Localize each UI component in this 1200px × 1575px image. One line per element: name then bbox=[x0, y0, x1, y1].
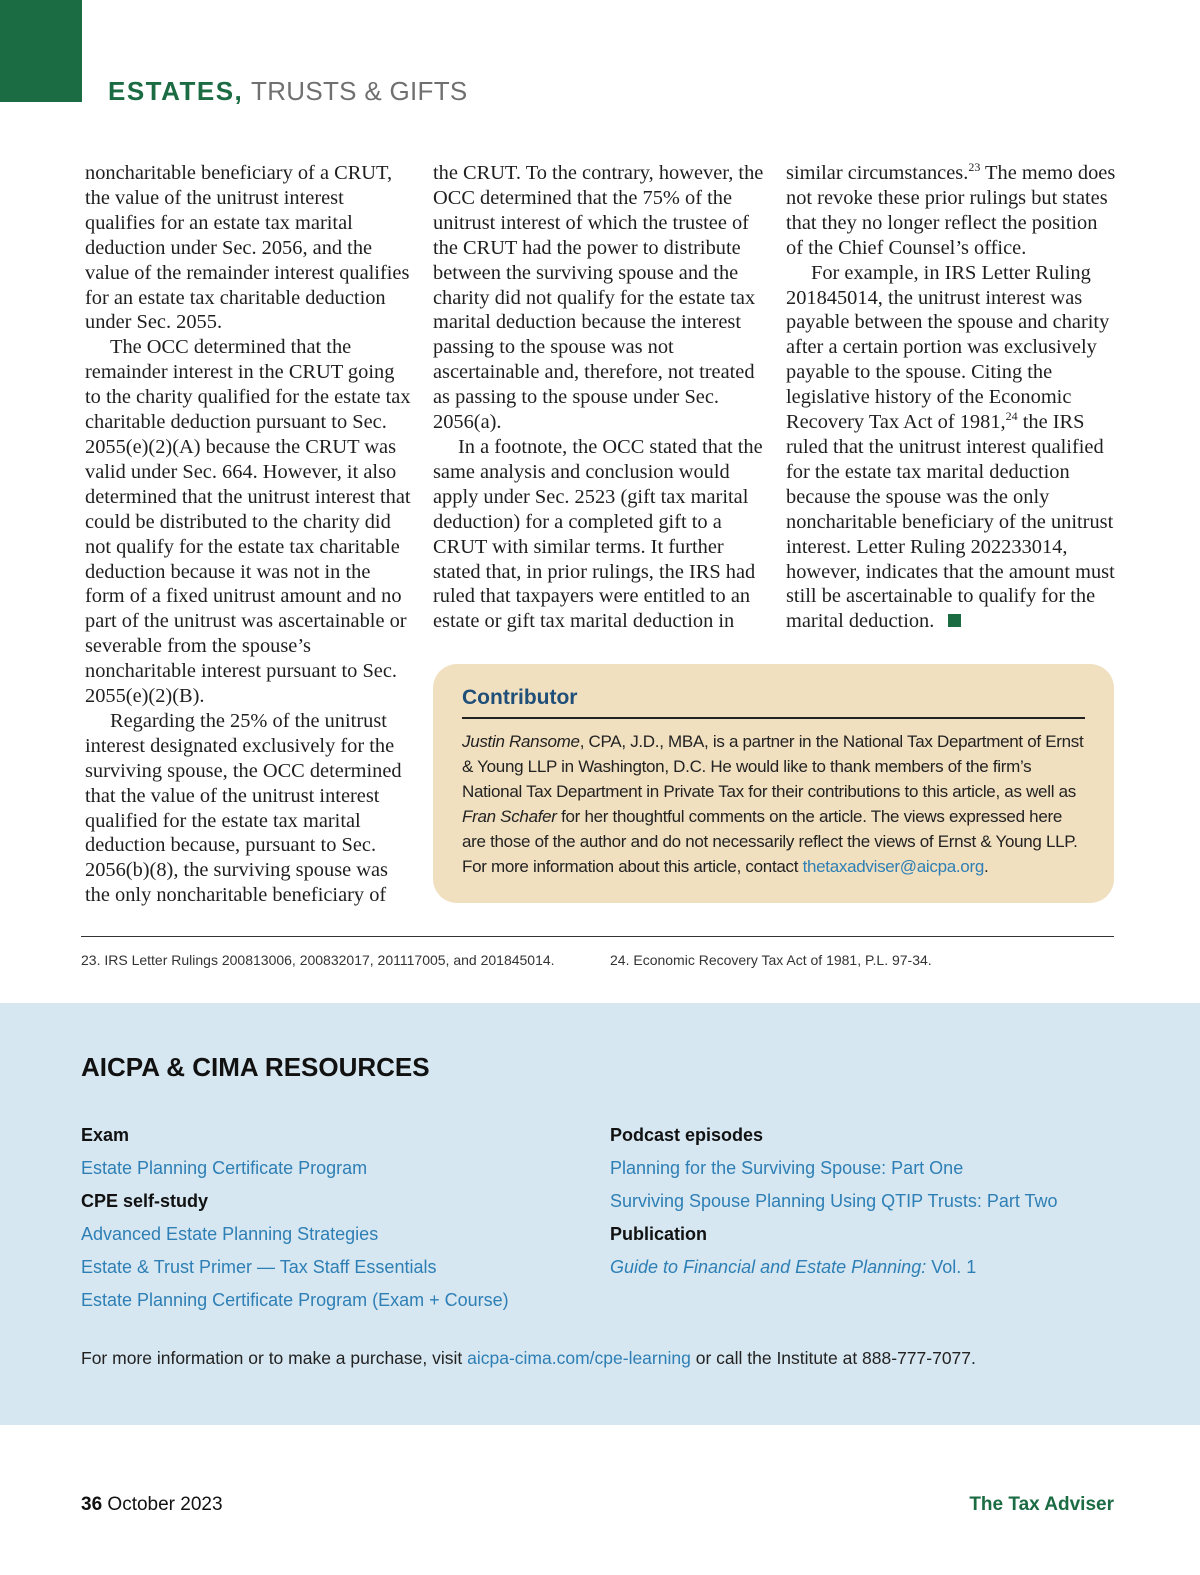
article-paragraph: the CRUT. To the contrary, however, the OCC determined that the 75% of the unitrust interest of which the trustee of the CRUT had the power to distribute between the surviving spouse and the charity did not qualify for the estate tax marital deduction because the interest passing to the spouse was not ascertainable and, therefore, not treated as passing to the spouse under Sec. 2056(a). bbox=[433, 162, 764, 434]
article-column-3 bbox=[786, 161, 1118, 634]
resources-title: AICPA & CIMA RESOURCES bbox=[81, 1052, 430, 1082]
article-paragraph bbox=[786, 261, 1118, 635]
text-run: similar circumstances. bbox=[786, 162, 969, 184]
footnote-ref-23[interactable]: 23 bbox=[968, 160, 981, 175]
section-title-light: TRUSTS & GIFTS bbox=[251, 76, 468, 106]
resources-panel bbox=[0, 1003, 1200, 1425]
thanked-person: Fran Schafer bbox=[462, 807, 557, 826]
cpe-learning-link[interactable]: aicpa-cima.com/cpe-learning bbox=[467, 1348, 691, 1368]
cpe-heading: CPE self-study bbox=[81, 1191, 209, 1211]
contributor-title: Contributor bbox=[462, 686, 1085, 719]
footnote-divider bbox=[81, 936, 1114, 937]
text-run: the IRS ruled that the unitrust interest qualified for the estate tax marital deduction because the spouse was the only noncharitable beneficiary of the unitrust interest. Letter Ruling 202233014, however, indicates that the amount must still be ascertainable to qualify for the marital deduction. bbox=[786, 411, 1115, 633]
text-run: For example, in IRS Letter Ruling 201845014, the unitrust interest was payable between the spouse and charity after a certain portion was exclusively payable to the spouse. Citing the legislative history of the Economic Recovery Tax Act of 1981, bbox=[786, 261, 1110, 434]
text-run: For more information or to make a purchase, visit bbox=[81, 1348, 468, 1368]
section-title-bold: ESTATES, bbox=[108, 76, 244, 106]
footnote-24: 24. Economic Recovery Tax Act of 1981, P.L. 97-34. bbox=[610, 952, 932, 968]
page-footer-left bbox=[81, 1494, 223, 1516]
publication-link[interactable] bbox=[610, 1255, 1058, 1288]
text-run: . bbox=[983, 857, 989, 876]
resources-left-column bbox=[81, 1123, 509, 1321]
author-name: Justin Ransome bbox=[462, 732, 580, 751]
article-paragraph: In a footnote, the OCC stated that the same analysis and conclusion would apply under Sec. 2523 (gift tax marital deduction) for a completed gift to a CRUT with similar terms. It further stated that, in prior rulings, the IRS had ruled that taxpayers were entitled to an estate or gift tax marital deduction in bbox=[433, 435, 763, 633]
header-color-block bbox=[0, 0, 82, 102]
article-paragraph: Regarding the 25% of the unitrust interest designated exclusively for the surviving spouse, the OCC determined that the value of the unitrust interest qualified for the estate tax marital deduction because, pursuant to Sec. 2056(b)(8), the surviving spouse was the only noncharitable beneficiary of bbox=[85, 709, 402, 907]
resource-link[interactable]: Advanced Estate Planning Strategies bbox=[81, 1224, 379, 1244]
text-run: , CPA, J.D., MBA, is a partner in the National Tax Department of Ernst & Young LLP in Washington, D.C. He would like to thank members of the firm’s National Tax Department in Private Tax for their contributions to this article, as well as bbox=[462, 732, 1084, 801]
text-run: The memo does not revoke these prior rulings but states that they no longer reflect the position of the Chief Counsel’s office. bbox=[786, 162, 1116, 259]
publication-heading: Publication bbox=[610, 1224, 708, 1244]
contact-email-link[interactable]: thetaxadviser@aicpa.org bbox=[802, 857, 984, 876]
issue-date: October 2023 bbox=[107, 1494, 223, 1515]
section-header bbox=[108, 76, 468, 107]
footnote-23: 23. IRS Letter Rulings 200813006, 200832017, 201117005, and 201845014. bbox=[81, 952, 555, 968]
publication-volume: Vol. 1 bbox=[926, 1257, 977, 1277]
text-run: or call the Institute at 888-777-7077. bbox=[690, 1348, 976, 1368]
footnote-ref-24[interactable]: 24 bbox=[1005, 409, 1018, 424]
publication-title: Guide to Financial and Estate Planning: bbox=[610, 1257, 927, 1277]
exam-heading: Exam bbox=[81, 1125, 130, 1145]
article-paragraph bbox=[786, 161, 1118, 261]
page-number: 36 bbox=[81, 1494, 103, 1515]
podcast-heading: Podcast episodes bbox=[610, 1125, 764, 1145]
resource-link[interactable]: Planning for the Surviving Spouse: Part One bbox=[610, 1158, 964, 1178]
resource-link[interactable]: Surviving Spouse Planning Using QTIP Trusts: Part Two bbox=[610, 1191, 1058, 1211]
resource-link[interactable]: Estate Planning Certificate Program (Exam + Course) bbox=[81, 1290, 509, 1310]
purchase-info bbox=[81, 1348, 976, 1369]
article-paragraph: noncharitable beneficiary of a CRUT, the value of the unitrust interest qualifies for an estate tax marital deduction under Sec. 2056, and the value of the remainder interest qualifies for an estate tax charitable deduction under Sec. 2055. bbox=[85, 162, 410, 334]
resources-right-column bbox=[610, 1123, 1058, 1288]
contributor-bio bbox=[462, 729, 1085, 879]
article-column-1 bbox=[85, 161, 415, 908]
resource-link[interactable]: Estate Planning Certificate Program bbox=[81, 1158, 368, 1178]
publication-name: The Tax Adviser bbox=[969, 1494, 1114, 1515]
contributor-box bbox=[433, 664, 1114, 903]
end-of-article-icon bbox=[948, 614, 961, 627]
text-run: for her thoughtful comments on the article. The views expressed here are those of the author and do not necessarily reflect the views of Ernst & Young LLP. For more information about this article, contact bbox=[462, 807, 1078, 876]
resource-link[interactable]: Estate & Trust Primer — Tax Staff Essentials bbox=[81, 1257, 437, 1277]
article-column-2 bbox=[433, 161, 768, 634]
article-paragraph: The OCC determined that the remainder interest in the CRUT going to the charity qualified for the estate tax charitable deduction pursuant to Sec. 2055(e)(2)(A) because the CRUT was valid under Sec. 664. However, it also determined that the unitrust interest that could be distributed to the charity did not qualify for the estate tax charitable deduction because it was not in the form of a fixed unitrust amount and no part of the unitrust was ascertainable or severable from the spouse’s noncharitable interest pursuant to Sec. 2055(e)(2)(B). bbox=[85, 336, 411, 708]
